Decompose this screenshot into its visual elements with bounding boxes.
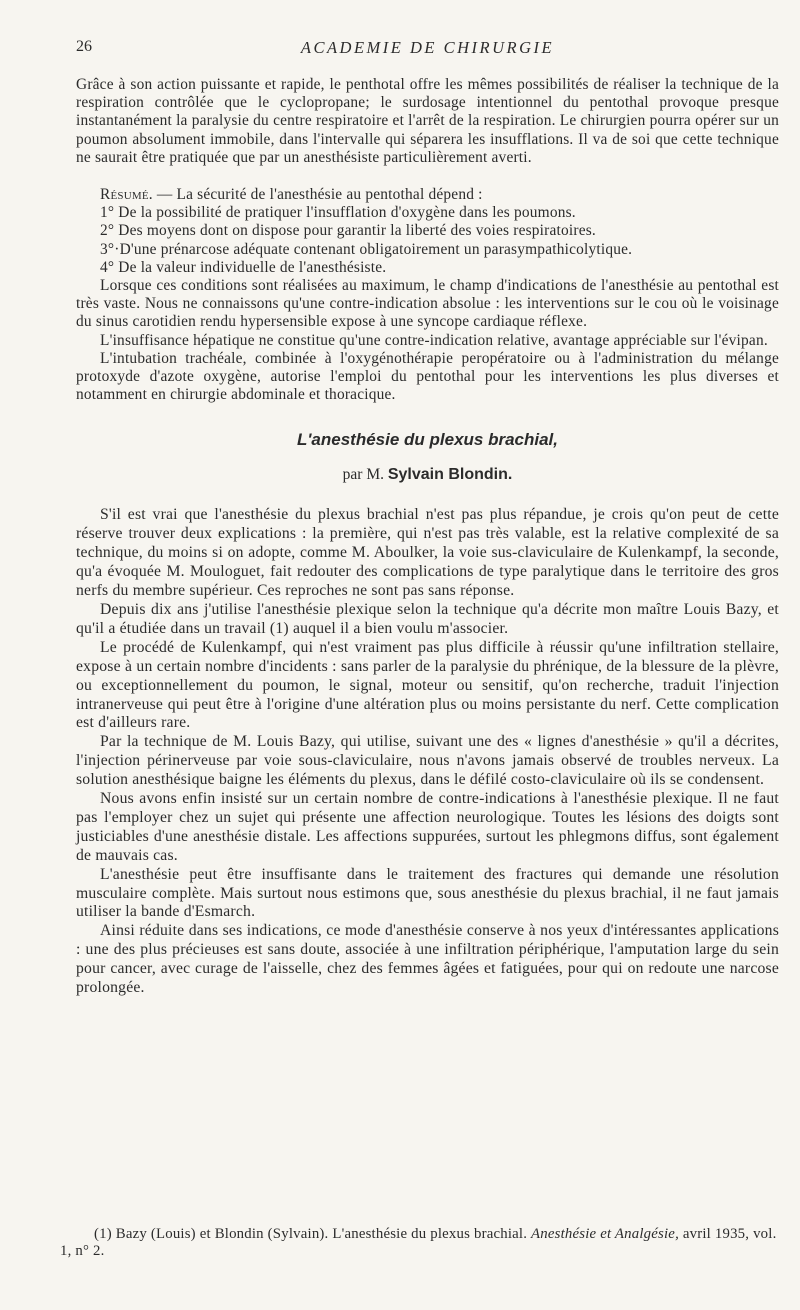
resume-item: 4° De la valeur individuelle de l'anesthésiste.	[100, 258, 387, 276]
page-number: 26	[76, 38, 92, 55]
footnote	[60, 1226, 779, 1260]
byline-prefix: par M.	[342, 466, 388, 484]
resume-paragraph: Lorsque ces conditions sont réalisées au maximum, le champ d'indications de l'anesthésie au pentothal est très vaste. Nous ne connaissons qu'une contre-indication absolue : les interventions sur le cou où le voisinage du sinus carotidien rendu hypersensible expose à une syncope cardiaque réflexe.	[76, 277, 779, 331]
article-paragraph: Le procédé de Kulenkampf, qui n'est vraiment pas plus difficile à réussir qu'une infiltration stellaire, expose à un certain nombre d'incidents : sans parler de la paralysie du phrénique, de la blessure de la plèvre, ou exceptionnellement du poumon, le signal, moteur ou sensitif, qu'on recherche, traduit l'injection intranerveuse qui peut être à l'origine d'une altération plus ou moins persistante du nerf. Cette complication est d'ailleurs rare.	[76, 638, 779, 732]
resume-paragraph: L'insuffisance hépatique ne constitue qu'une contre-indication relative, avantage appréciable sur l'évipan.	[100, 331, 768, 349]
article-paragraph: Nous avons enfin insisté sur un certain nombre de contre-indications à l'anesthésie plexique. Il ne faut pas l'employer chez un sujet qui présente une affection neurologique. Toutes les lésions des doigts sont justiciables d'une anesthésie distale. Les affections suppurées, surtout les phlegmons diffus, sont également de mauvais cas.	[76, 790, 779, 864]
byline	[76, 466, 779, 484]
resume-label: Résumé.	[100, 186, 153, 204]
article-paragraph: S'il est vrai que l'anesthésie du plexus brachial n'est pas plus répandue, je crois qu'on peut de cette réserve trouver deux explications : la première, qui n'est pas très valable, est la relative complexité de sa technique, du moins si on adopte, comme M. Aboulker, la voie sus-claviculaire de Kulenkampf, la seconde, qu'a évoquée M. Mouloguet, fait redouter des complications de type paralytique dans le territoire des gros nerfs du membre supérieur. Ces reproches ne sont pas sans réponse.	[76, 506, 779, 600]
journal-title: ACADEMIE DE CHIRURGIE	[300, 38, 555, 57]
article-paragraph: Depuis dix ans j'utilise l'anesthésie plexique selon la technique qu'a décrite mon maître Louis Bazy, et qu'il a étudiée dans un travail (1) auquel il a bien voulu m'associer.	[76, 600, 779, 637]
resume-item: 1° De la possibilité de pratiquer l'insufflation d'oxygène dans les poumons.	[100, 204, 576, 222]
footnote-journal: Anesthésie et Analgésie,	[531, 1226, 679, 1242]
resume-section	[76, 186, 779, 404]
footnote-text: (1) Bazy (Louis) et Blondin (Sylvain). L'anesthésie du plexus brachial.	[94, 1226, 532, 1242]
intro-paragraph: Grâce à son action puissante et rapide, le penthotal offre les mêmes possibilités de réaliser la technique de la respiration contrôlée que le cyclopropane; le surdosage intentionnel du pentothal provoque presque instantanément la paralysie du centre respiratoire et l'arrêt de la respiration. Le chirurgien pourra opérer sur un poumon absolument immobile, dans l'intervalle qui séparera les insufflations. Il va de soi que cette technique ne saurait être pratiquée que par un anesthésiste particulièrement averti.	[76, 76, 779, 166]
author-name: Sylvain Blondin.	[387, 466, 513, 484]
article-paragraph: L'anesthésie peut être insuffisante dans le traitement des fractures qui demande une résolution musculaire complète. Mais surtout nous estimons que, sous anesthésie du plexus brachial, il ne faut jamais utiliser la bande d'Esmarch.	[76, 865, 779, 921]
article-paragraph: Ainsi réduite dans ses indications, ce mode d'anesthésie conserve à nos yeux d'intéressantes applications : une des plus précieuses est sans doute, associée à une infiltration périphérique, l'amputation large du sein pour cancer, avec curage de l'aisselle, chez des femmes âgées et fatiguées, pour qui on redoute une narcose prolongée.	[76, 922, 779, 997]
article-heading	[76, 430, 779, 484]
resume-item: 3°·D'une prénarcose adéquate contenant obligatoirement un parasympathicolytique.	[100, 240, 633, 258]
article-title: L'anesthésie du plexus brachial,	[296, 430, 559, 450]
article-paragraph: Par la technique de M. Louis Bazy, qui utilise, suivant une des « lignes d'anesthésie » qu'il a décrites, l'injection périnerveuse par voie sous-claviculaire, nous n'avons jamais observé de troubles nerveux. La solution anesthésique baigne les éléments du plexus, dans le défilé costo-claviculaire où ils se condensent.	[76, 733, 779, 789]
article-body	[76, 506, 779, 998]
running-header	[76, 36, 779, 66]
resume-lead-text: — La sécurité de l'anesthésie au pentothal dépend :	[152, 186, 483, 204]
resume-paragraph: L'intubation trachéale, combinée à l'oxygénothérapie peropératoire ou à l'administration du mélange protoxyde d'azote oxygène, autorise l'emploi du pentothal pour les interventions les plus diverses et notamment en chirurgie abdominale et thoracique.	[76, 349, 779, 404]
resume-item: 2° Des moyens dont on dispose pour garantir la liberté des voies respiratoires.	[100, 222, 596, 240]
resume-lead	[76, 186, 779, 204]
footnote-details: avril 1935, vol. 1, n° 2.	[60, 1226, 777, 1259]
